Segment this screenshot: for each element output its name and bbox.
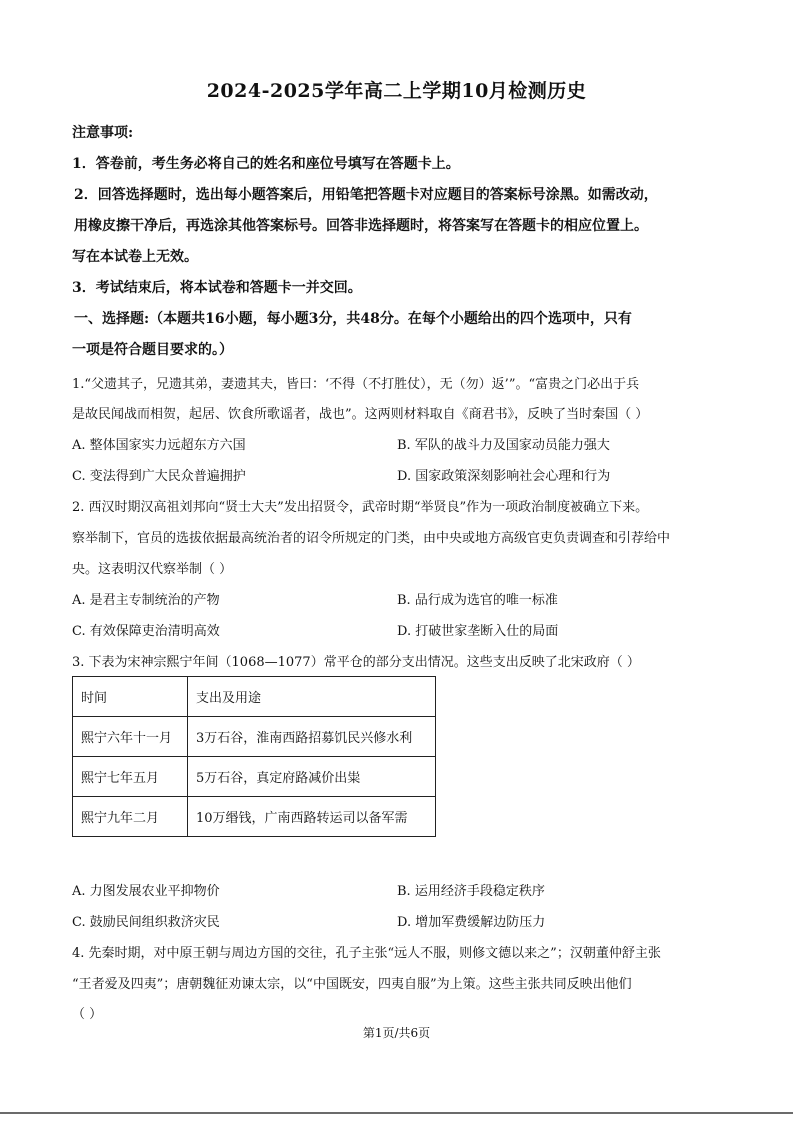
notice-heading: 注意事项: xyxy=(72,125,134,141)
page-title: 2024-2025学年高二上学期10月检测历史 xyxy=(206,80,587,102)
question-3-table xyxy=(72,676,436,837)
notice-item-2-line-1: 2．回答选择题时，选出每小题答案后，用铅笔把答题卡对应题目的答案标号涂黑。如需改动， xyxy=(74,187,658,203)
section-1-heading-line-1: 一、选择题:（本题共16小题，每小题3分，共48分。在每个小题给出的四个选项中，只有 xyxy=(74,311,632,327)
table-cell-expense: 3万石谷，淮南西路招募饥民兴修水利 xyxy=(188,717,436,757)
table-row xyxy=(73,757,436,797)
table-cell-time: 熙宁六年十一月 xyxy=(73,717,188,757)
notice-item-3: 3．考试结束后，将本试卷和答题卡一并交回。 xyxy=(72,280,362,296)
question-2-option-c: C. 有效保障吏治清明高效 xyxy=(72,624,220,639)
notice-item-1: 1．答卷前，考生务必将自己的姓名和座位号填写在答题卡上。 xyxy=(72,156,460,172)
question-1-option-a: A. 整体国家实力远超东方六国 xyxy=(72,438,246,453)
question-1-line-1: 1.“父遗其子，兄遗其弟，妻遗其夫，皆曰：‘不得（不打胜仗），无（勿）返’”。“富贵之门必出于兵 xyxy=(72,377,640,392)
question-3-option-c: C. 鼓励民间组织救济灾民 xyxy=(72,915,220,930)
question-2-option-a: A. 是君主专制统治的产物 xyxy=(72,593,220,608)
question-3-option-d: D. 增加军费缓解边防压力 xyxy=(397,915,546,930)
table-cell-expense: 5万石谷，真定府路减价出粜 xyxy=(188,757,436,797)
question-2-option-d: D. 打破世家垄断入仕的局面 xyxy=(397,624,559,639)
question-3-line-1: 3. 下表为宋神宗熙宁年间（1068—1077）常平仓的部分支出情况。这些支出反映了北宋政府（ ） xyxy=(72,655,640,670)
table-cell-time: 熙宁七年五月 xyxy=(73,757,188,797)
table-cell-time: 熙宁九年二月 xyxy=(73,797,188,837)
table-header-expense: 支出及用途 xyxy=(188,677,436,717)
section-1-heading-line-2: 一项是符合题目要求的。） xyxy=(72,342,233,358)
question-3-option-b: B. 运用经济手段稳定秩序 xyxy=(397,884,545,899)
notice-item-2-line-2: 用橡皮擦干净后，再选涂其他答案标号。回答非选择题时，将答案写在答题卡的相应位置上。 xyxy=(74,218,648,234)
table-row xyxy=(73,797,436,837)
question-2-line-3: 央。这表明汉代察举制（ ） xyxy=(72,562,233,577)
question-4-line-3: （ ） xyxy=(72,1007,103,1022)
question-2-option-b: B. 品行成为选官的唯一标准 xyxy=(397,593,558,608)
question-1-option-c: C. 变法得到广大民众普遍拥护 xyxy=(72,469,246,484)
question-2-line-1: 2. 西汉时期汉高祖刘邦向“贤士大夫”发出招贤令，武帝时期“举贤良”作为一项政治制度被确立下来。 xyxy=(72,500,649,515)
page-number: 第1页/共6页 xyxy=(362,1026,431,1040)
bottom-divider xyxy=(0,1112,793,1114)
question-4-line-1: 4. 先秦时期，对中原王朝与周边方国的交往，孔子主张“远人不服，则修文德以来之”；汉朝董仲舒主张 xyxy=(72,946,661,961)
table-header-time: 时间 xyxy=(73,677,188,717)
question-3-option-a: A. 力图发展农业平抑物价 xyxy=(72,884,220,899)
question-1-option-b: B. 军队的战斗力及国家动员能力强大 xyxy=(397,438,610,453)
notice-item-2-line-3: 写在本试卷上无效。 xyxy=(72,249,198,265)
table-row xyxy=(73,717,436,757)
table-header-row xyxy=(73,677,436,717)
question-1-option-d: D. 国家政策深刻影响社会心理和行为 xyxy=(397,469,611,484)
question-2-line-2: 察举制下，官员的选拔依据最高统治者的诏令所规定的门类，由中央或地方高级官吏负责调查和引荐给中 xyxy=(72,531,671,546)
question-1-line-2: 是故民闻战而相贺，起居、饮食所歌谣者，战也”。这两则材料取自《商君书》，反映了当时秦国（ ） xyxy=(72,407,649,422)
question-4-line-2: “王者爱及四夷”；唐朝魏征劝谏太宗，以“中国既安，四夷自服”为上策。这些主张共同反映出他们 xyxy=(72,977,632,992)
table-cell-expense: 10万缗钱，广南西路转运司以备军需 xyxy=(188,797,436,837)
